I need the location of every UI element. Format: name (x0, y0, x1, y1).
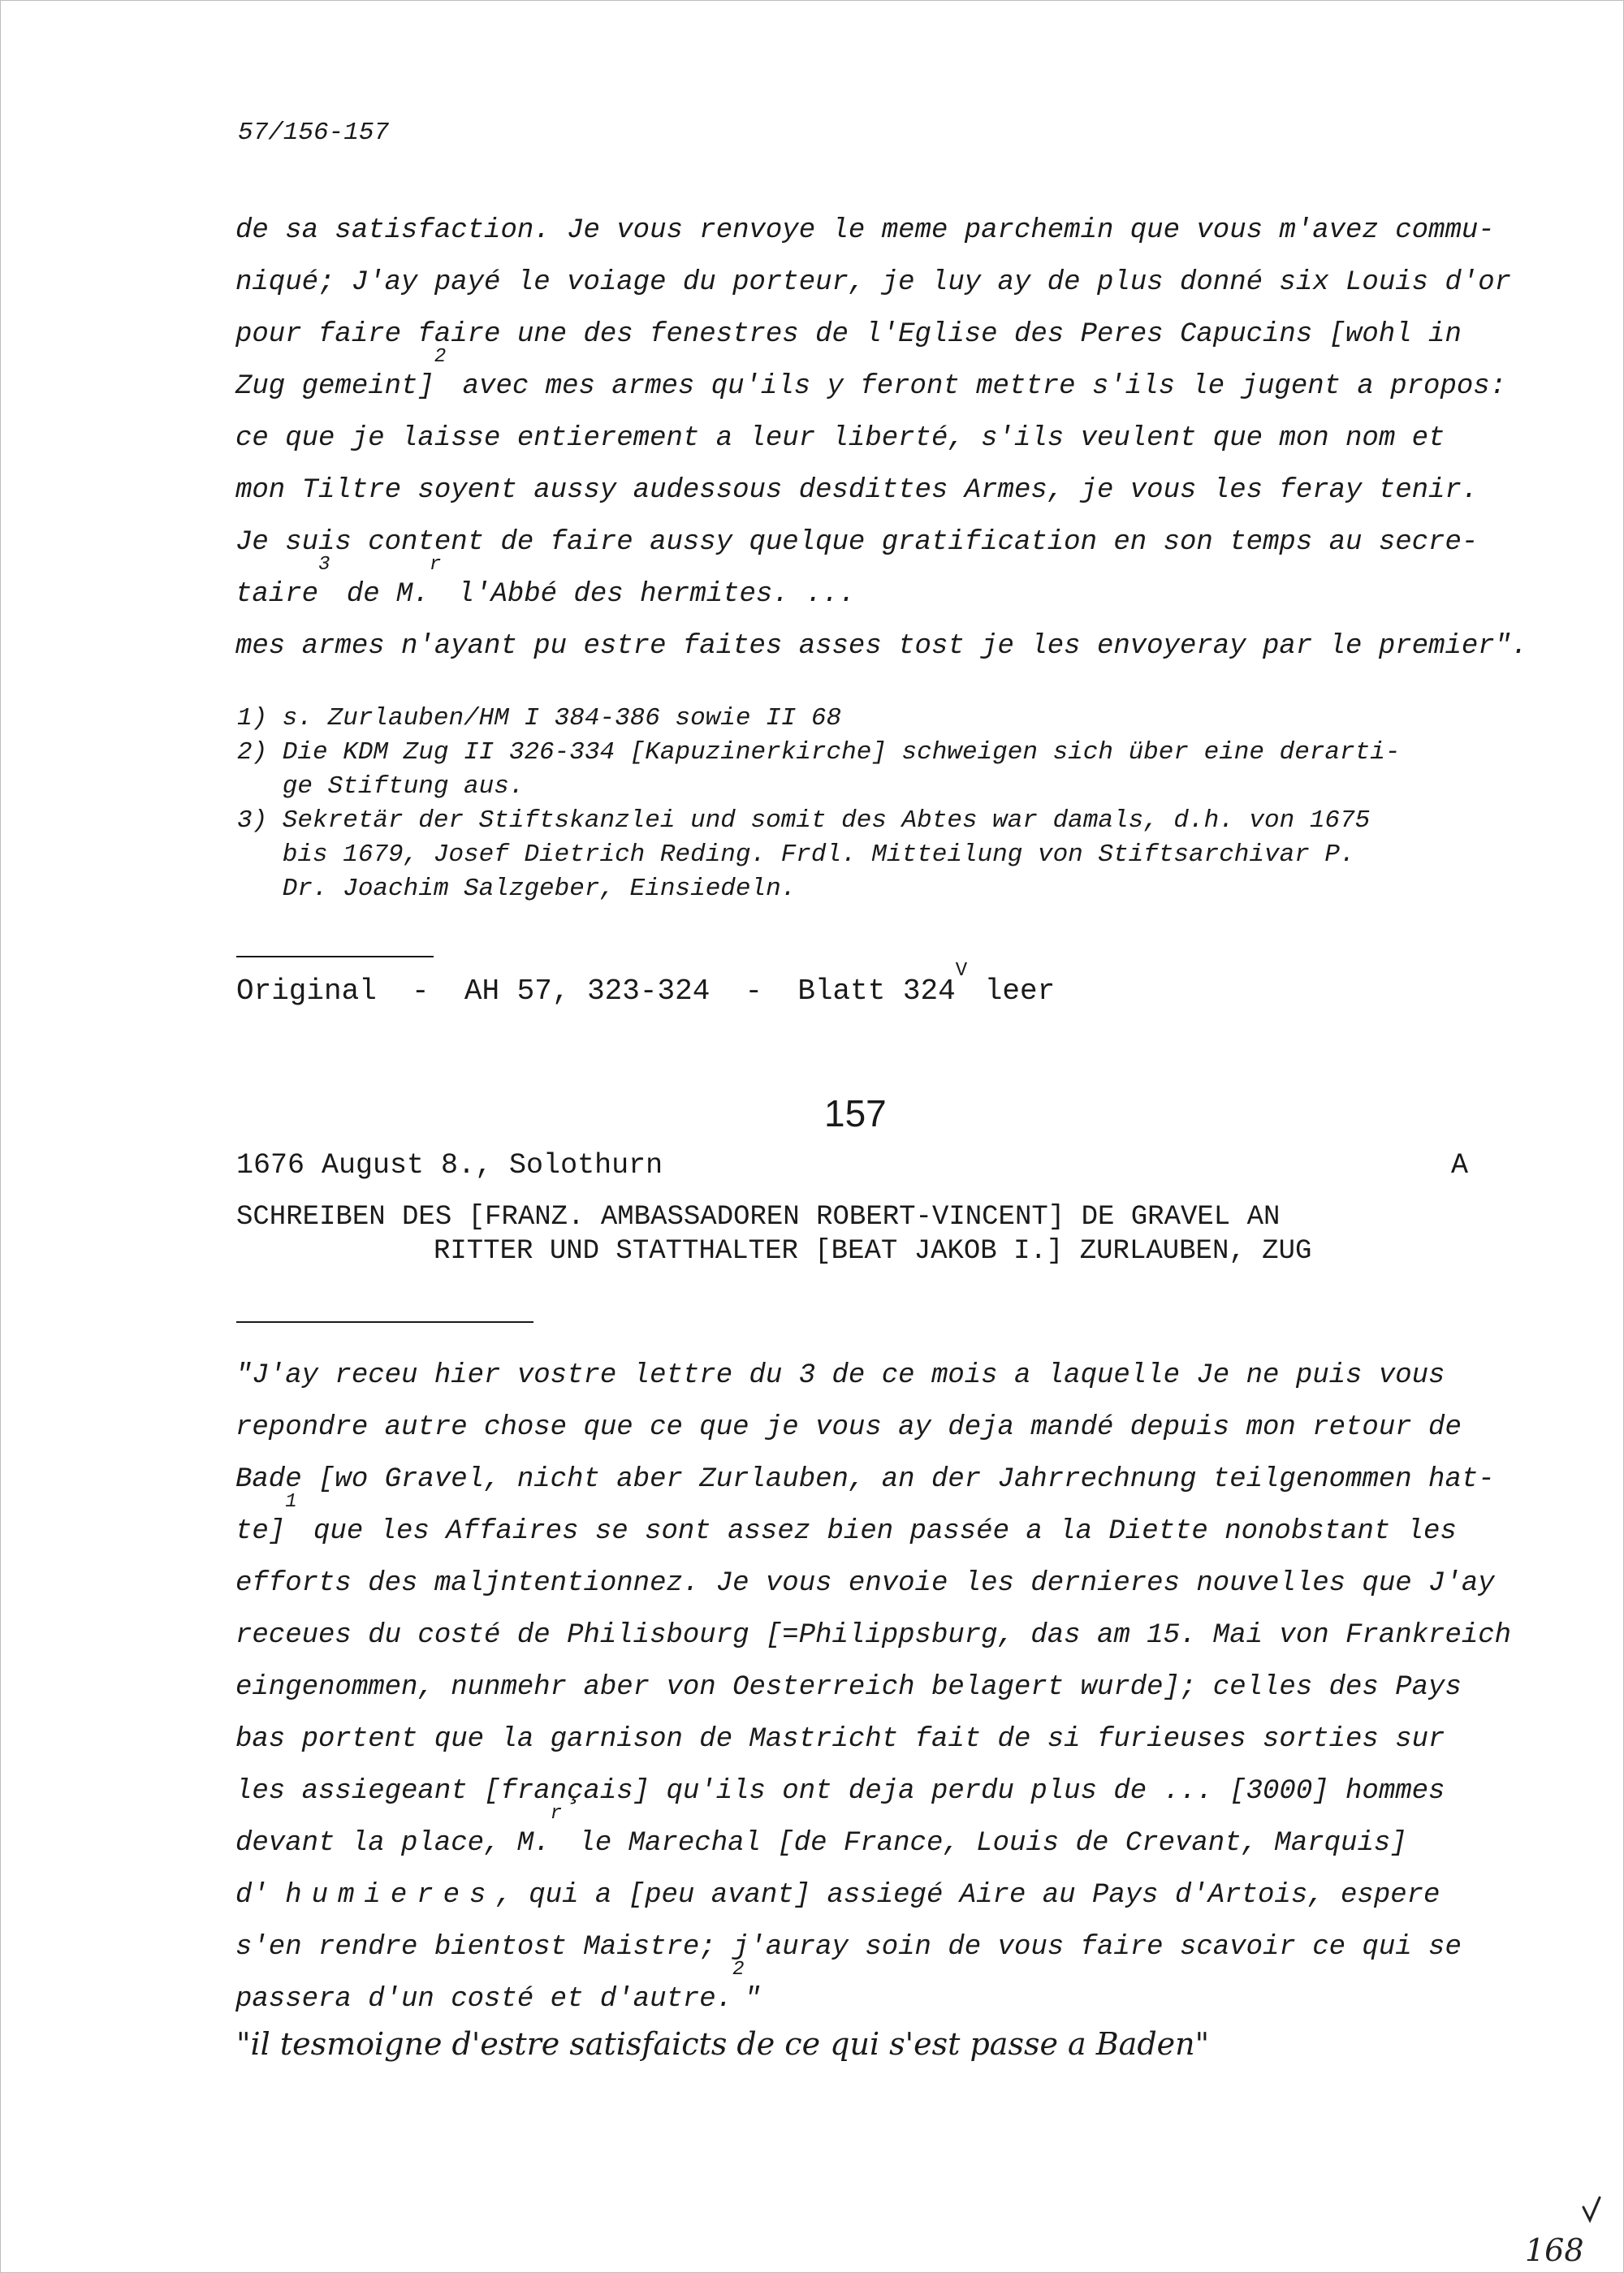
letter-text (235, 1350, 1510, 2025)
superscript: r (429, 554, 442, 576)
entry-heading-line1: SCHREIBEN DES [FRANZ. AMBASSADOREN ROBERT-VINCENT] DE GRAVEL AN (236, 1202, 1281, 1233)
text-line: eingenommen, nunmehr aber von Oesterreich belagert wurde]; celles des Pays (235, 1672, 1462, 1703)
text-line: efforts des maljntentionnez. Je vous envoie les dernieres nouvelles que J'ay (235, 1568, 1495, 1599)
text-line: ce que je laisse entierement a leur liberté, s'ils veulent que mon nom et (235, 423, 1445, 454)
text-line: te]$^1$ que les Affaires se sont assez bien passée a la Diette nonobstant les (235, 1491, 1457, 1547)
handwritten-quote: "il tesmoigne d'estre satisfaicts de ce qui s'est passe a Baden" (236, 2026, 1210, 2062)
text-line: passera d'un costé et d'autre.$^2$" (235, 1959, 761, 2015)
text-line: devant la place, M.$^r$ le Marechal [de France, Louis de Crevant, Marquis] (235, 1803, 1407, 1859)
heading-rule (236, 1321, 533, 1323)
text-line: les assiegeant [français] qu'ils ont deja perdu plus de ... [3000] hommes (235, 1776, 1445, 1807)
text-line: niqué; J'ay payé le voiage du porteur, je luy ay de plus donné six Louis d'or (235, 267, 1512, 298)
separator-rule (236, 956, 434, 957)
text-line: repondre autre chose que ce que je vous ay deja mandé depuis mon retour de (235, 1412, 1462, 1443)
text-line: de sa satisfaction. Je vous renvoye le meme parchemin que vous m'avez commu- (235, 215, 1495, 246)
text-line: receues du costé de Philisbourg [=Philippsburg, das am 15. Mai von Frankreich (235, 1620, 1512, 1651)
footnote: 1) s. Zurlauben/HM I 384-386 sowie II 68 (237, 704, 842, 732)
entry-letter: A (1451, 1149, 1469, 1182)
page-mark: 168 (1525, 2232, 1584, 2266)
spaced-name: humieres (285, 1880, 496, 1911)
text-line: bas portent que la garnison de Mastricht fait de si furieuses sorties sur (235, 1724, 1445, 1755)
text-line: mes armes n'ayant pu estre faites asses tost je les envoyeray par le premier". (235, 631, 1528, 662)
document-reference: 57/156-157 (238, 119, 390, 147)
original-note: Original - AH 57, 323-324 - Blatt $324^V$ leer (236, 960, 1056, 1008)
text-line: "J'ay receu hier vostre lettre du 3 de ce mois a laquelle Je ne puis vous (235, 1360, 1445, 1391)
checkmark-icon (1518, 2193, 1616, 2266)
text-line: Je suis content de faire aussy quelque gratification en son temps au secre- (235, 527, 1479, 558)
footnotes (237, 702, 1504, 906)
footnote: ge Stiftung aus. (237, 772, 525, 801)
entry-number: 157 (824, 1092, 887, 1134)
text-line: s'en rendre bientost Maistre; j'auray soin de vous faire scavoir ce qui se (235, 1932, 1462, 1963)
footnote-ref: 2 (434, 346, 447, 368)
superscript: r (550, 1803, 563, 1825)
footnote: 2) Die KDM Zug II 326-334 [Kapuzinerkirche] schweigen sich über eine derarti- (237, 738, 1401, 767)
footnote: bis 1679, Josef Dietrich Reding. Frdl. Mitteilung von Stiftsarchivar P. (237, 840, 1355, 869)
entry-heading-line2: RITTER UND STATTHALTER [BEAT JAKOB I.] ZURLAUBEN, ZUG (434, 1236, 1312, 1267)
footnote: Dr. Joachim Salzgeber, Einsiedeln. (237, 875, 797, 903)
continuation-text (235, 205, 1528, 672)
text-line: taire$^3$ de M.$^r$ l'Abbé des hermites. ... (235, 554, 856, 610)
footnote-ref: 1 (285, 1491, 297, 1513)
text-line: mon Tiltre soyent aussy audessous desdittes Armes, je vous les feray tenir. (235, 475, 1479, 506)
footnote-ref: 3 (318, 554, 330, 576)
footnote-ref: 2 (732, 1959, 745, 1981)
footnote: 3) Sekretär der Stiftskanzlei und somit des Abtes war damals, d.h. von 1675 (237, 806, 1371, 835)
text-line: Zug gemeint]$^2$ avec mes armes qu'ils y feront mettre s'ils le jugent a propos: (235, 346, 1507, 402)
text-line: d' humieres, qui a [peu avant] assiegé Aire au Pays d'Artois, espere (235, 1880, 1440, 1911)
text-line: Bade [wo Gravel, nicht aber Zurlauben, an der Jahrrechnung teilgenommen hat- (235, 1464, 1495, 1495)
entry-date-place: 1676 August 8., Solothurn (236, 1149, 663, 1182)
text-line: pour faire faire une des fenestres de l'Eglise des Peres Capucins [wohl in (235, 319, 1462, 350)
